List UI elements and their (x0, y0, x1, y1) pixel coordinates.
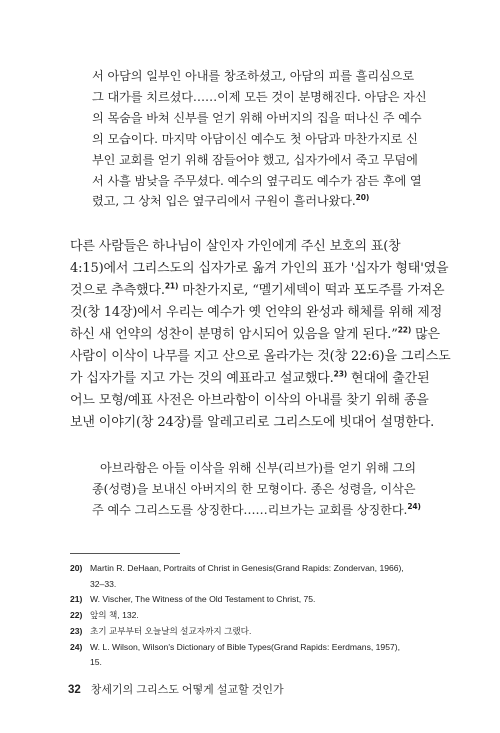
quote-line: 부인 교회를 얻기 위해 잠들어야 했고, 십자가에서 죽고 무덤에 (92, 152, 418, 167)
footnote-text: Martin R. DeHaan, Portraits of Christ in Genesis(Grand Rapids: Zondervan, 1966), (90, 563, 404, 573)
body-text: 마찬가지로, “멜기세덱이 떡과 포도주를 가져온 (178, 283, 445, 298)
footnote-item (70, 561, 440, 592)
body-line (70, 280, 445, 302)
body-text: 많은 (411, 327, 440, 342)
quote-text: 주 예수 그리스도를 상징한다……리브가는 교회를 상징한다. (92, 502, 408, 517)
footnote-line (70, 624, 440, 640)
quote-line: 서 아담의 일부인 아내를 창조하셨고, 아담의 피를 흘리심으로 (92, 69, 415, 83)
footnote-text: W. L. Wilson, Wilson's Dictionary of Bible Types(Grand Rapids: Eerdmans, 1957), (90, 641, 401, 652)
footnote-text: 앞의 책, 132. (90, 610, 139, 621)
footnote-continuation: 32–33. (90, 578, 117, 589)
body-line: 사람이 이삭이 나무를 지고 산으로 올라가는 것(창 22:6)을 그리스도 (70, 349, 451, 364)
footnote-ref: 20) (355, 193, 370, 203)
quote-text: 렸고, 그 상처 입은 옆구리에서 구원이 흘러나왔다. (92, 194, 356, 209)
body-line (70, 324, 440, 346)
footnotes (70, 561, 440, 671)
body-line (70, 368, 436, 390)
quote-line: 종(성령)을 보내신 아버지의 한 모형이다. 종은 성령을, 이삭은 (92, 481, 416, 496)
quote-line: 서 사흘 밤낮을 주무셨다. 예수의 옆구리도 예수가 잠든 후에 열 (92, 173, 422, 188)
quote-line (92, 191, 412, 212)
footnote-divider (70, 553, 180, 554)
footnote-number: 21) (70, 594, 83, 605)
quote-line: 의 목숨을 바쳐 신부를 얻기 위해 아버지의 집을 떠나신 주 예수 (92, 110, 422, 125)
footnote-item (70, 592, 440, 608)
footnote-continuation: 15. (90, 657, 102, 668)
body-text: 현대에 출간된 (347, 371, 430, 386)
footnote-item (70, 640, 440, 671)
body-paragraph (70, 236, 451, 434)
footnote-text: W. Vischer, The Witness of the Old Testament to Christ, 75. (90, 594, 316, 605)
footnote-ref: 22) (397, 325, 412, 335)
body-text: 것으로 추측했다. (70, 283, 165, 298)
footnote-ref: 21) (164, 281, 179, 291)
footnote-number: 20) (70, 563, 83, 573)
body-line: 보낸 이야기(창 24장)를 알레고리로 그리스도에 빗대어 설명한다. (70, 415, 435, 430)
footnote-line (70, 640, 440, 656)
body-line: 4:15)에서 그리스도의 십자가로 옮겨 가인의 표가 '십자가 형태'였을 (70, 261, 449, 276)
footnote-number: 22) (70, 610, 83, 621)
body-line: 다른 사람들은 하나님이 살인자 가인에게 주신 보호의 표(창 (70, 239, 401, 254)
footnote-ref: 24) (407, 501, 421, 511)
footnote-line (70, 608, 440, 624)
footnote-ref: 23) (333, 369, 348, 379)
footnote-line (70, 592, 440, 608)
quote-line: 의 모습이다. 마지막 아담이신 예수도 첫 아담과 마찬가지로 신 (92, 131, 418, 146)
footnote-item (70, 624, 440, 640)
footnote-number: 24) (70, 641, 83, 652)
running-title: 창세기의 그리스도 어떻게 설교할 것인가 (90, 684, 284, 696)
page-footer (68, 681, 284, 697)
body-line: 어느 모형/예표 사전은 아브라함이 이삭의 아내를 찾기 위해 종을 (70, 393, 429, 408)
page-number: 32 (68, 684, 81, 696)
quote-line (92, 500, 421, 521)
footnote-number: 23) (70, 625, 83, 636)
block-quote-2 (92, 458, 421, 521)
footnote-line (70, 561, 440, 577)
body-line: 것(창 14장)에서 우리는 예수가 옛 언약의 완성과 해체를 위해 제정 (70, 305, 443, 320)
footnote-text: 초기 교부부터 오늘날의 설교자까지 그랬다. (90, 625, 252, 636)
body-text: 가 십자가를 지고 가는 것의 예표라고 설교했다. (70, 371, 334, 386)
block-quote-1 (92, 66, 427, 212)
body-text: 하신 새 언약의 성찬이 분명히 암시되어 있음을 알게 된다.” (70, 327, 398, 342)
footnote-item (70, 608, 440, 624)
quote-line: 아브라함은 아들 이삭을 위해 신부(리브가)를 얻기 위해 그의 (100, 461, 416, 475)
quote-line: 그 대가를 치르셨다……이제 모든 것이 분명해진다. 아담은 자신 (92, 89, 427, 104)
